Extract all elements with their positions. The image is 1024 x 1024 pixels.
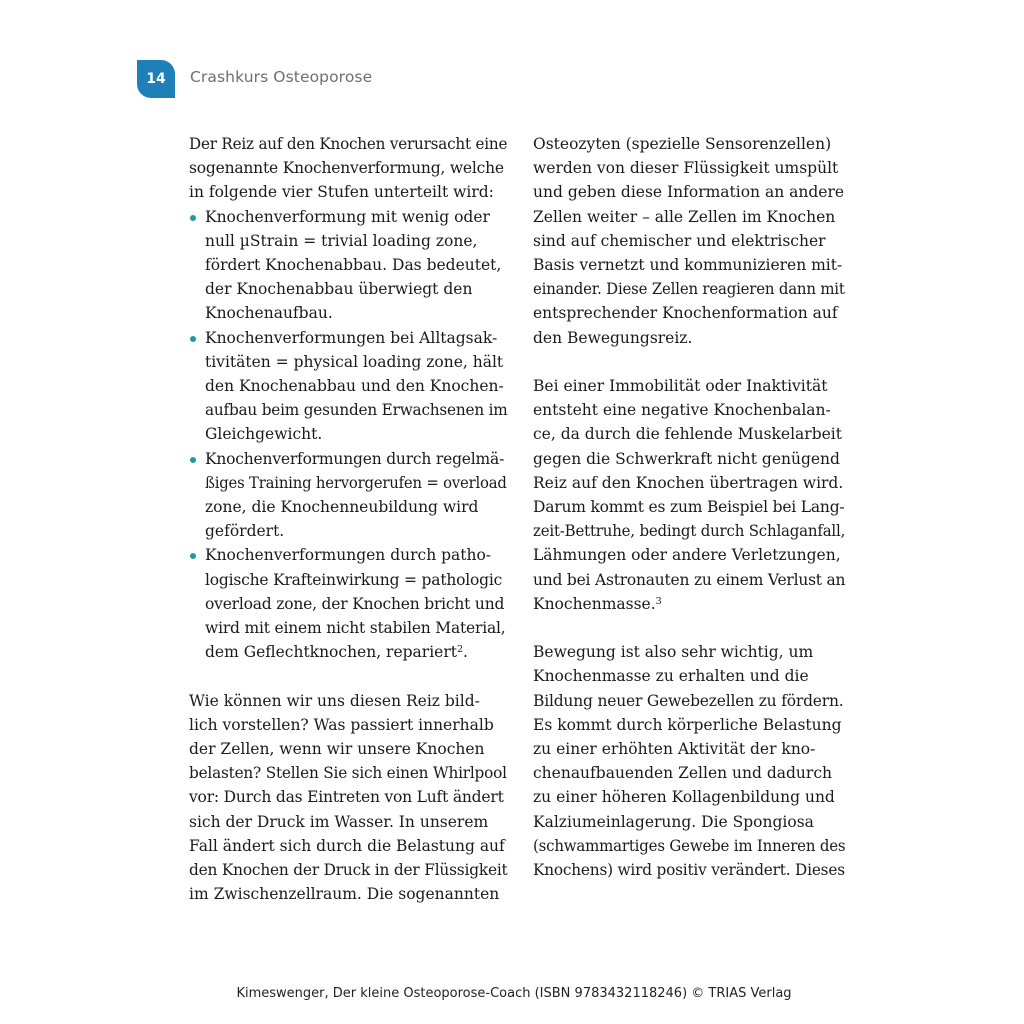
whirlpool-paragraph [189, 689, 507, 907]
text-fragment: Knochenmasse. [533, 594, 656, 613]
right-column [533, 132, 845, 882]
text-line: Knochenverformungen durch regelmä- [205, 449, 505, 468]
text-line [205, 640, 507, 664]
text-line: im Zwischenzellraum. Die sogenannten [189, 885, 500, 904]
text-line: chenaufbauenden Zellen und dadurch [533, 764, 832, 783]
text-line: Kalziumeinlagerung. Die Spongiosa [533, 812, 814, 831]
text-line: zone, die Knochenneubildung wird [205, 498, 479, 517]
paragraph-gap [189, 664, 507, 688]
text-line: aufbau beim gesunden Erwachsenen im [205, 401, 508, 420]
text-line: fördert Knochenabbau. Das bedeutet, [205, 256, 502, 275]
text-line: zu einer höheren Kollagenbildung und [533, 788, 835, 807]
immobility-paragraph [533, 374, 845, 616]
text-line: sind auf chemischer und elektrischer [533, 231, 826, 250]
text-line: Zellen weiter – alle Zellen im Knochen [533, 207, 836, 226]
text-line: Lähmungen oder andere Verletzungen, [533, 546, 841, 565]
text-line: Darum kommt es zum Beispiel bei Lang- [533, 498, 845, 517]
bullet-dot-icon [190, 457, 196, 463]
text-line: entsprechender Knochenformation auf [533, 304, 838, 323]
text-fragment: . [463, 643, 468, 662]
text-line: zu einer erhöhten Aktivität der kno- [533, 740, 816, 759]
text-line: Knochenverformungen durch patho- [205, 546, 492, 565]
text-line: Bildung neuer Gewebezellen zu fördern. [533, 691, 844, 710]
text-line: den Bewegungsreiz. [533, 328, 693, 347]
text-line: Es kommt durch körperliche Belastung [533, 715, 842, 734]
text-line: Knochenverformung mit wenig oder [205, 207, 490, 226]
text-line: den Knochenabbau und den Knochen- [205, 377, 504, 396]
page-footer-citation: Kimeswenger, Der kleine Osteoporose-Coach (ISBN 9783432118246) © TRIAS Verlag [236, 986, 792, 1001]
text-line: in folgende vier Stufen unterteilt wird: [189, 183, 494, 202]
text-line: vor: Durch das Eintreten von Luft ändert [189, 788, 504, 807]
bullet-dot-icon [190, 336, 196, 342]
text-line: Knochenverformungen bei Alltagsak- [205, 328, 498, 347]
osteocytes-paragraph [533, 132, 845, 350]
text-line: sogenannte Knochenverformung, welche [189, 159, 504, 178]
footnote-marker: 2 [456, 644, 464, 656]
text-line: tivitäten = physical loading zone, hält [205, 352, 504, 371]
text-line: Reiz auf den Knochen übertragen wird. [533, 473, 844, 492]
text-line: Wie können wir uns diesen Reiz bild- [189, 691, 480, 710]
text-line: logische Krafteinwirkung = pathologic [205, 570, 503, 589]
text-line: gegen die Schwerkraft nicht genügend [533, 449, 840, 468]
movement-paragraph [533, 640, 845, 882]
text-line: den Knochen der Druck in der Flüssigkeit [189, 861, 508, 880]
text-line: der Zellen, wenn wir unsere Knochen [189, 740, 485, 759]
footnote-marker: 3 [655, 595, 662, 607]
text-line: und geben diese Information an andere [533, 183, 845, 202]
text-line: lich vorstellen? Was passiert innerhalb [189, 715, 494, 734]
text-line: Bei einer Immobilität oder Inaktivität [533, 377, 828, 396]
bullet-item-trivial-zone [189, 205, 507, 326]
text-line: der Knochenabbau überwiegt den [205, 280, 473, 299]
paragraph-gap [533, 616, 845, 640]
text-line: und bei Astronauten zu einem Verlust an [533, 570, 846, 589]
text-line: ce, da durch die fehlende Muskelarbeit [533, 425, 842, 444]
bullet-item-pathologic-zone [189, 543, 507, 664]
text-line: Knochenaufbau. [205, 304, 333, 323]
text-line: Knochens) wird positiv verändert. Dieses [533, 861, 845, 880]
page-number: 14 [146, 71, 166, 87]
text-fragment: dem Geflechtknochen, repariert [205, 643, 457, 662]
text-line: sich der Druck im Wasser. In unserem [189, 812, 489, 831]
text-line: overload zone, der Knochen bricht und [205, 594, 505, 613]
bullet-dot-icon [190, 553, 196, 559]
text-line: belasten? Stellen Sie sich einen Whirlpool [189, 764, 507, 783]
text-line: werden von dieser Flüssigkeit umspült [533, 159, 839, 178]
bullet-dot-icon [190, 215, 196, 221]
page-number-badge [137, 60, 175, 98]
running-header-title: Crashkurs Osteoporose [190, 68, 373, 86]
intro-paragraph [189, 132, 507, 205]
text-line: Knochenmasse zu erhalten und die [533, 667, 809, 686]
text-line: Basis vernetzt und kommunizieren mit- [533, 256, 843, 275]
text-line: gefördert. [205, 522, 285, 541]
text-line: Gleichgewicht. [205, 425, 323, 444]
left-column [189, 132, 507, 906]
text-line: (schwammartiges Gewebe im Inneren des [533, 836, 846, 855]
text-line: null µStrain = trivial loading zone, [205, 231, 478, 250]
text-line: ßiges Training hervorgerufen = overload [205, 473, 507, 492]
text-line: einander. Diese Zellen reagieren dann mit [533, 280, 845, 299]
bullet-item-physical-zone [189, 326, 507, 447]
text-line [533, 592, 845, 616]
text-line: wird mit einem nicht stabilen Material, [205, 619, 506, 638]
text-line: entsteht eine negative Knochenbalan- [533, 401, 831, 420]
text-line: Osteozyten (spezielle Sensorenzellen) [533, 135, 832, 153]
text-line: zeit-Bettruhe, bedingt durch Schlaganfall, [533, 522, 846, 541]
text-line: Fall ändert sich durch die Belastung auf [189, 836, 505, 855]
bullet-item-overload-zone [189, 447, 507, 544]
text-line: Bewegung ist also sehr wichtig, um [533, 643, 814, 662]
text-line: Der Reiz auf den Knochen verursacht eine [189, 135, 508, 153]
paragraph-gap [533, 350, 845, 374]
